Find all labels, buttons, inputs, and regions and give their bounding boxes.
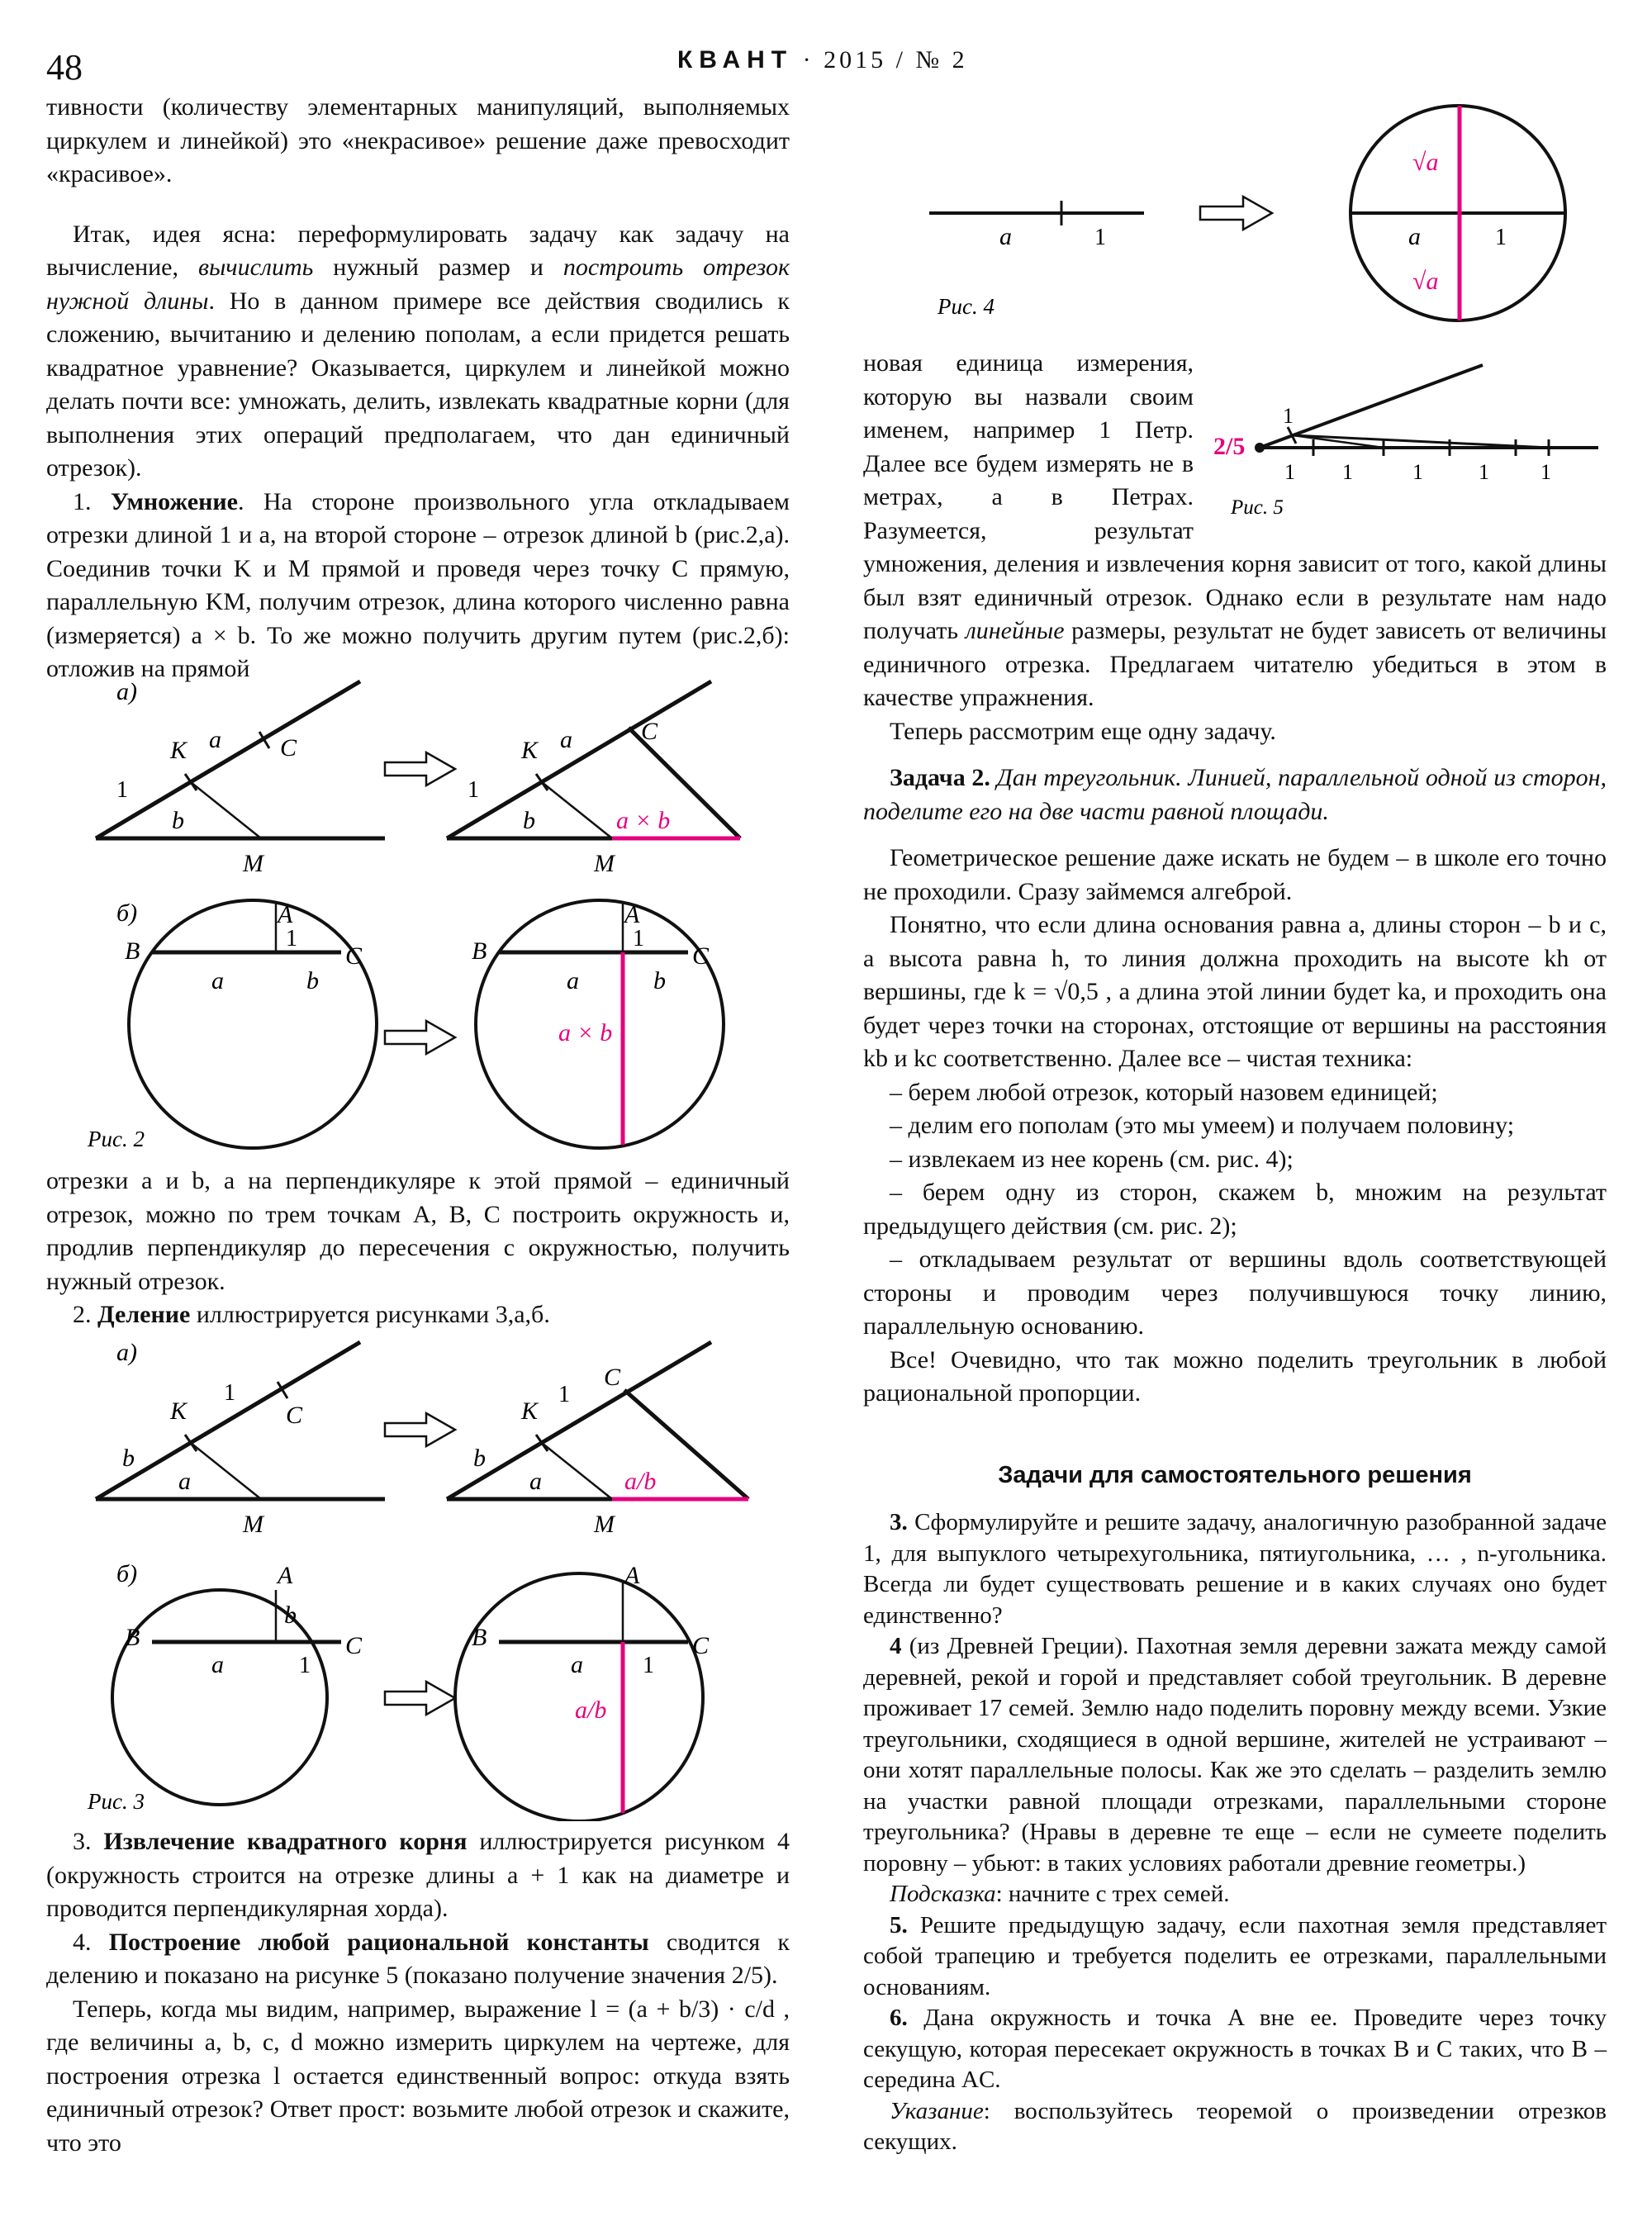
left-paragraph-1: тивности (количеству элементарных манипуляций, выполняемых циркулем и линейкой) это «некрасивое» решение даже превосходит «красивое».: [46, 93, 790, 187]
fig3a-one: 1: [224, 1380, 235, 1406]
fig2a-M-right: M: [594, 850, 615, 877]
fig2b-A-right: A: [624, 901, 640, 928]
fig3a-a-right: a: [529, 1468, 542, 1495]
fig2a-a-right: a: [560, 726, 572, 753]
fig5-one-4: 1: [1479, 460, 1489, 484]
journal-header: [677, 46, 968, 74]
fig2a-M: M: [243, 850, 263, 877]
left-paragraph-rational: 4. Построение любой рациональной константы сводится к делению и показано на рисунке 5 (показано получение значения 2/5).: [46, 1928, 790, 1989]
fig2a-right-angle: [447, 681, 740, 877]
fig5-two-fifths: 2/5: [1213, 433, 1246, 460]
problem-4-hint: Подсказка: начните с трех семей.: [890, 1881, 1230, 1907]
problems-list: [863, 1507, 1607, 2158]
figure-5-float: [1210, 347, 1607, 520]
step-1: – берем любой отрезок, который назовем единицей;: [890, 1078, 1438, 1106]
fig3a-right-angle: [447, 1342, 748, 1538]
fig3a-left-angle: [96, 1342, 385, 1538]
fig3b-A: A: [278, 1562, 293, 1589]
right-paragraph-1: новая единица измерения, которую вы назвали своим именем, например 1 Петр. Далее все будем измерять не в метрах, а в Петрах. Разумеется, результат умножения, деления и извлечения корня зависит от того, какой длины был взят единичный отрезок. Однако если в результате нам надо получать линейные размеры, результат не будет зависеть от величины единичного отрезка. Предлагаем читателю убедиться в этом в качестве упражнения.: [863, 349, 1607, 711]
right-paragraph-4: Понятно, что если длина основания равна a, длины сторон – b и c, а высота равна h, то линия должна проходить на высоте kh от вершины, где k = √0,5 , а длина этой линии будет ka, и проходить она будет через точки на сторонах, отстоящие от вершины на расстояния kb и kc соответственно. Далее все – чистая техника:: [863, 911, 1607, 1072]
fig2b-A: A: [278, 901, 293, 928]
fig5-caption: Рис. 5: [1231, 496, 1284, 519]
figure-4: [863, 97, 1623, 345]
fig3a-b: b: [122, 1445, 135, 1472]
fig3a-K: K: [170, 1397, 188, 1425]
fig2b-label: б): [116, 899, 138, 927]
problem-4: 4 (из Древней Греции). Пахотная земля деревни зажата между самой деревней, рекой и горой и представляет собой треугольник. В деревне проживает 17 семей. Землю надо поделить поровну между всеми. Узкие треугольники, сходящиеся в одной вершине, жителей не устраивают – они хотят параллельные полосы. Как же это сделать – разделить землю на участки равной площади отрезками, параллельными стороне треугольника? (Нравы в деревне те еще – если не сумеете поделить поровну – убьют: в таких условиях работали древние геометры.): [863, 1633, 1607, 1877]
fig3b-A-right: A: [624, 1562, 640, 1589]
step-5: – откладываем результат от вершины вдоль соответствующей стороны и проводим через получившуюся точку линию, параллельную основанию.: [863, 1246, 1607, 1340]
left-column-top: [46, 91, 790, 686]
fig3b-left-circle: [112, 1562, 363, 1805]
fig3b-one-right: 1: [643, 1653, 654, 1678]
fig3b-B: B: [125, 1624, 140, 1651]
fig3a-arrow-icon: [385, 1413, 455, 1446]
fig3b-a: a: [211, 1651, 224, 1678]
left-paragraph-sqrt: 3. Извлечение квадратного корня иллюстрируется рисунком 4 (окружность строится на отрезке длины a + 1 как на диаметре и проводится перпендикулярная хорда).: [46, 1828, 790, 1922]
fig2b-one: 1: [286, 926, 297, 951]
right-paragraph-3: Геометрическое решение даже искать не будем – в школе его точно не проходили. Сразу займемся алгеброй.: [863, 844, 1607, 905]
fig3b-b: b: [284, 1601, 297, 1629]
fig5-one-1: 1: [1284, 460, 1295, 484]
fig2-caption: Рис. 2: [88, 1127, 145, 1151]
fig3a-C-right: C: [604, 1364, 621, 1391]
fig2b-B: B: [125, 937, 140, 965]
page-number: 48: [46, 47, 83, 88]
journal-issue: · 2015 / № 2: [802, 46, 968, 74]
step-4: – берем одну из сторон, скажем b, множим на результат предыдущего действия (см. рис. 2);: [863, 1179, 1607, 1240]
fig2a-b-right: b: [523, 807, 535, 834]
fig2a-km-line: [191, 782, 261, 838]
fig4-a: a: [999, 223, 1012, 250]
fig2b-C: C: [345, 942, 363, 970]
fig3b-a-over-b: a/b: [575, 1696, 607, 1724]
fig2b-arrow-icon: [385, 1021, 455, 1054]
fig2b-left-circle: [125, 900, 377, 1148]
left-paragraph-multiplication: 1. Умножение. На стороне произвольного угла откладываем отрезки длиной 1 и a, на второй стороне – отрезок длиной b (рис.2,а). Соединив точки K и M прямой и проведя через точку C прямую, параллельную KM, получим отрезок, длина которого численно равна (измеряется) a × b. То же можно получить другим путем (рис.2,б): отложив на прямой: [46, 487, 790, 682]
fig2a-one: 1: [116, 777, 128, 803]
figure-3: [46, 1326, 790, 1821]
fig4-a-right: a: [1408, 223, 1421, 250]
fig3a-b-right: b: [473, 1445, 486, 1472]
problem-6: 6. Дана окружность и точка A вне ее. Проведите через точку секущую, которая пересекает окружность в точках B и C таких, что B – середина AC.: [863, 2005, 1607, 2093]
fig3a-C: C: [286, 1402, 303, 1429]
fig2a-K-right: K: [521, 737, 539, 764]
fig3b-a-right: a: [571, 1651, 583, 1678]
fig5-one-5: 1: [1540, 460, 1551, 484]
step-2: – делим его пополам (это мы умеем) и получаем половину;: [890, 1112, 1515, 1139]
fig2b-b-right: b: [653, 967, 666, 994]
fig2a-C: C: [280, 734, 297, 762]
left-column-bottom: [46, 1825, 790, 2160]
journal-name: КВАНТ: [677, 46, 794, 74]
left-paragraph-8: Теперь, когда мы видим, например, выражение l = (a + b/3) · c/d , где величины a, b, c, d можно измерить циркулем на чертеже, для построения отрезка l остается единственный вопрос: откуда взять единичный отрезок? Ответ прост: возьмите любой отрезок и скажите, что это: [46, 1995, 790, 2157]
fig3a-M: M: [243, 1511, 263, 1538]
right-paragraph-2: Теперь рассмотрим еще одну задачу.: [890, 717, 1276, 745]
fig4-caption: Рис. 4: [938, 294, 995, 319]
fig5-one-ray: 1: [1283, 404, 1294, 428]
figure-5: [1210, 347, 1607, 520]
right-column-wrap: [863, 347, 1607, 1411]
fig2a-b: b: [172, 807, 184, 834]
fig2b-one-right: 1: [633, 926, 644, 951]
fig2a-C-right: C: [641, 718, 658, 745]
fig3a-K-right: K: [521, 1397, 539, 1425]
right-paragraph-5: Все! Очевидно, что так можно поделить треугольник в любой рациональной пропорции.: [863, 1345, 1607, 1407]
fig3b-one: 1: [299, 1653, 311, 1678]
fig2b-right-circle: [472, 900, 724, 1148]
problem-5: 5. Решите предыдущую задачу, если пахотная земля представляет собой трапецию и требуется поделить ее отрезками, параллельными основаниям.: [863, 1911, 1607, 2000]
fig2a-K: K: [170, 737, 188, 764]
fig2a-axb: a × b: [616, 807, 671, 834]
fig4-sqrt-a-bottom: √a: [1412, 268, 1439, 295]
fig2a-arrow-icon: [385, 752, 455, 785]
fig3b-C-right: C: [692, 1632, 710, 1659]
fig2a-one-right: 1: [468, 777, 479, 803]
fig2b-a-right: a: [567, 967, 579, 994]
fig2b-a: a: [211, 967, 224, 994]
fig4-one-right: 1: [1495, 225, 1507, 250]
figure-2: [46, 665, 790, 1160]
fig3b-B-right: B: [472, 1624, 487, 1651]
fig3a-a-over-b: a/b: [624, 1468, 657, 1495]
fig5-one-3: 1: [1412, 460, 1423, 484]
fig3b-C: C: [345, 1632, 363, 1659]
left-paragraph-division: 2. Деление иллюстрируется рисунками 3,а,б.: [73, 1301, 550, 1328]
fig3b-label: б): [116, 1560, 138, 1587]
fig3b-arrow-icon: [385, 1682, 455, 1715]
step-3: – извлекаем из нее корень (см. рис. 4);: [890, 1145, 1294, 1173]
fig2b-B-right: B: [472, 937, 487, 965]
fig3-caption: Рис. 3: [88, 1789, 145, 1814]
fig2a-left-angle: [96, 681, 385, 877]
fig4-sqrt-a-top: √a: [1412, 149, 1439, 176]
problem-3: 3. Сформулируйте и решите задачу, аналогичную разобранной задаче 1, для выпуклого четырехугольника, пятиугольника, … , n-угольника. Всегда ли будет существовать решение и в каких случаях оно будет единственно?: [863, 1509, 1607, 1629]
fig4-arrow-icon: [1200, 197, 1272, 230]
left-paragraph-2: Итак, идея ясна: переформулировать задачу как задачу на вычисление, вычислить нужный размер и построить отрезок нужной длины. Но в данном примере все действия сводились к сложению, вычитанию и делению пополам, а если придется решать квадратное уравнение? Оказывается, циркулем и линейкой можно делать почти все: умножать, делить, извлекать квадратные корни (для выполнения этих операций предполагаем, что дан единичный отрезок).: [46, 220, 790, 482]
fig2b-b: b: [306, 967, 319, 994]
problem-6-note: Указание: воспользуйтесь теоремой о произведении отрезков секущих.: [863, 2097, 1607, 2155]
fig4-one: 1: [1094, 225, 1106, 250]
fig3b-right-circle: [455, 1562, 710, 1821]
fig2a-label: а): [116, 678, 137, 705]
fig2b-C-right: C: [692, 942, 710, 970]
fig2a-a: a: [209, 726, 221, 753]
left-column-middle: [46, 1165, 790, 1332]
fig3a-one-right: 1: [558, 1382, 570, 1407]
task-2: Задача 2. Дан треугольник. Линией, параллельной одной из сторон, поделите его на две части равной площади.: [863, 764, 1607, 825]
fig2b-axb: a × b: [558, 1019, 613, 1046]
section-title: Задачи для самостоятельного решения: [998, 1462, 1472, 1488]
left-paragraph-4: отрезки a и b, а на перпендикуляре к этой прямой – единичный отрезок, можно по трем точкам A, B, C построить окружность и, продлив перпендикуляр до пересечения с окружностью, получить нужный отрезок.: [46, 1167, 790, 1295]
fig3a-label: а): [116, 1339, 137, 1366]
fig5-one-2: 1: [1342, 460, 1353, 484]
fig3a-M-right: M: [594, 1511, 615, 1538]
fig3a-a: a: [178, 1468, 191, 1495]
